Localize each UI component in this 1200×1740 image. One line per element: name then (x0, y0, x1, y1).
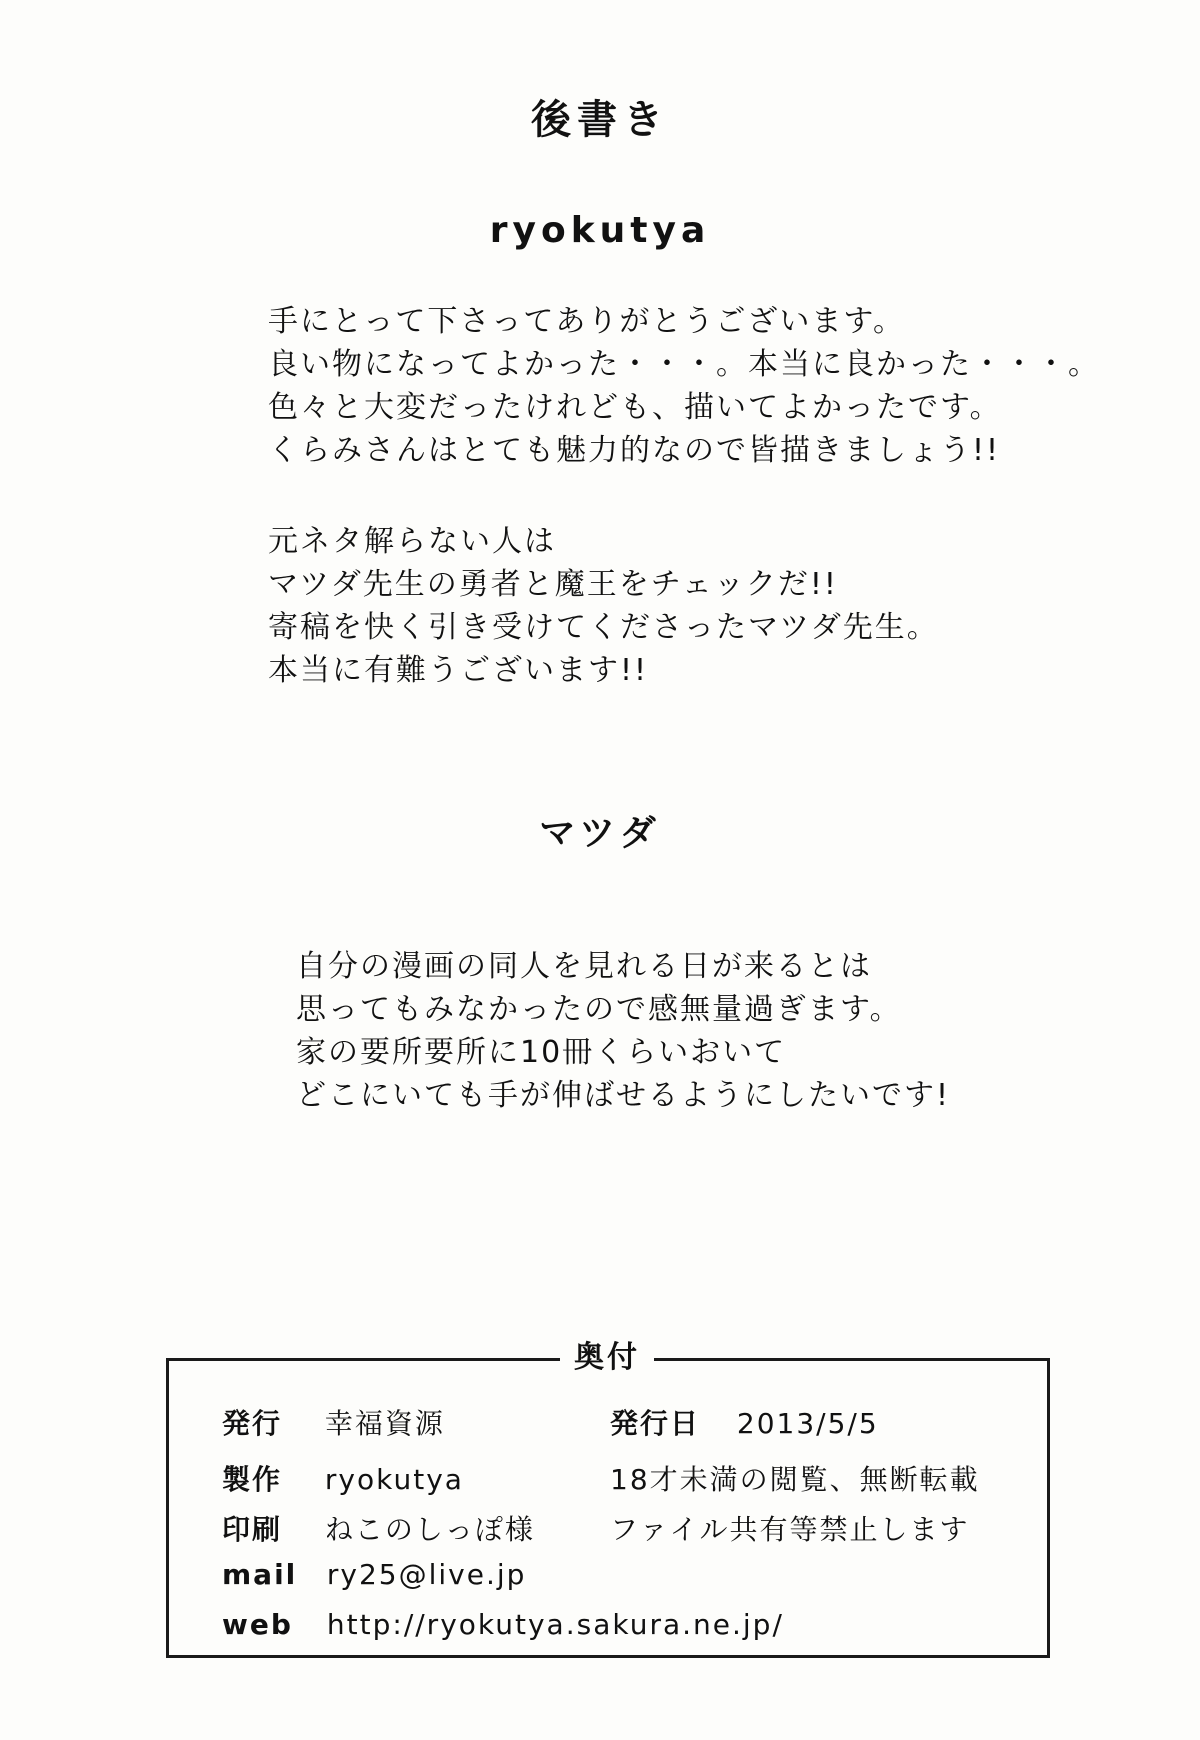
message-line: 良い物になってよかった・・・。本当に良かった・・・。 (268, 347, 1100, 382)
date-value: 2013/5/5 (736, 1407, 879, 1440)
message-line: 自分の漫画の同人を見れる日が来るとは (296, 949, 872, 984)
message-line: マツダ先生の勇者と魔王をチェックだ!! (268, 567, 838, 602)
message-line: 本当に有難うございます!! (268, 653, 649, 688)
date-label: 発行日 (610, 1407, 701, 1440)
printing-label: 印刷 (222, 1513, 283, 1546)
message-line: どこにいても手が伸ばせるようにしたいです! (296, 1078, 951, 1113)
colophon-web-row (222, 1608, 784, 1641)
production-value: ryokutya (324, 1463, 464, 1496)
message-line: 思ってもみなかったので感無量過ぎます。 (296, 992, 902, 1027)
colophon-printing-row (222, 1508, 535, 1548)
author-heading-ryokutya: ryokutya (489, 210, 711, 251)
web-label: web (222, 1608, 293, 1641)
colophon-notice-line-2: ファイル共有等禁止します (610, 1513, 970, 1546)
message-line: くらみさんはとても魅力的なので皆描きましょう!! (268, 433, 1001, 468)
production-label: 製作 (222, 1463, 283, 1496)
mail-label: mail (222, 1558, 298, 1591)
message-matsuda (296, 945, 950, 1117)
message-ryokutya-paragraph-2 (268, 520, 939, 692)
colophon-publisher-row (222, 1402, 445, 1442)
colophon-notice-line-1: 18才未満の閲覧、無断転載 (610, 1463, 980, 1496)
author-heading-matsuda: マツダ (539, 813, 661, 854)
message-line: 手にとって下さってありがとうございます。 (268, 304, 905, 339)
web-value: http://ryokutya.sakura.ne.jp/ (326, 1608, 784, 1641)
mail-value: ry25@live.jp (326, 1558, 527, 1591)
message-line: 寄稿を快く引き受けてくださったマツダ先生。 (268, 610, 939, 645)
publisher-label: 発行 (222, 1407, 283, 1440)
printing-value: ねこのしっぽ様 (324, 1513, 535, 1546)
colophon-title: 奥付 (560, 1340, 654, 1376)
page-title: 後書き (531, 97, 669, 143)
message-ryokutya-paragraph-1 (268, 300, 1100, 472)
message-line: 家の要所要所に10冊くらいおいて (296, 1035, 787, 1070)
colophon-mail-row (222, 1558, 526, 1591)
colophon-production-row (222, 1458, 464, 1498)
colophon-date-row (610, 1402, 879, 1442)
publisher-value: 幸福資源 (324, 1407, 445, 1440)
message-line: 色々と大変だったけれども、描いてよかったです。 (268, 390, 1002, 425)
message-line: 元ネタ解らない人は (268, 524, 556, 559)
